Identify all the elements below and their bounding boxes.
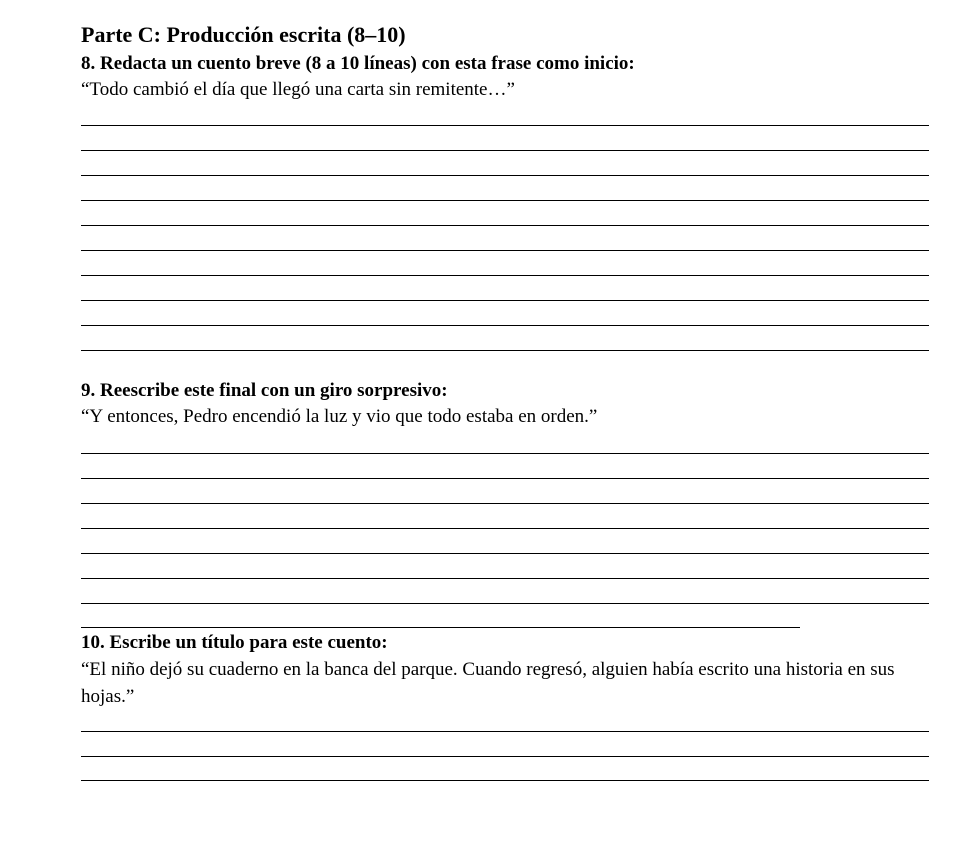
answer-line[interactable] xyxy=(81,250,929,251)
answer-line[interactable] xyxy=(81,125,929,126)
answer-line[interactable] xyxy=(81,300,929,301)
answer-line[interactable] xyxy=(81,731,929,732)
answer-line[interactable] xyxy=(81,780,929,781)
answer-line[interactable] xyxy=(81,225,929,226)
answer-line[interactable] xyxy=(81,453,929,454)
question-10-title: 10. Escribe un título para este cuento: xyxy=(81,632,388,653)
question-9-title: 9. Reescribe este final con un giro sorpresivo: xyxy=(81,380,448,401)
question-8-prompt: “Todo cambió el día que llegó una carta sin remitente…” xyxy=(81,79,515,100)
answer-line[interactable] xyxy=(81,150,929,151)
answer-line[interactable] xyxy=(81,553,929,554)
answer-line[interactable] xyxy=(81,578,929,579)
section-heading: Parte C: Producción escrita (8–10) xyxy=(81,22,406,47)
question-10-prompt: “El niño dejó su cuaderno en la banca del parque. Cuando regresó, alguien había escrito una historia en sus hojas.” xyxy=(81,659,895,707)
answer-line[interactable] xyxy=(81,478,929,479)
answer-line[interactable] xyxy=(81,528,929,529)
question-8-title: 8. Redacta un cuento breve (8 a 10 líneas) con esta frase como inicio: xyxy=(81,53,635,74)
answer-line[interactable] xyxy=(81,503,929,504)
answer-line[interactable] xyxy=(81,325,929,326)
answer-line[interactable] xyxy=(81,200,929,201)
answer-line[interactable] xyxy=(81,603,929,604)
answer-line[interactable] xyxy=(81,175,929,176)
question-9-prompt: “Y entonces, Pedro encendió la luz y vio que todo estaba en orden.” xyxy=(81,406,598,427)
answer-line[interactable] xyxy=(81,275,929,276)
answer-line[interactable] xyxy=(81,756,929,757)
answer-line[interactable] xyxy=(81,627,800,628)
answer-line[interactable] xyxy=(81,350,929,351)
